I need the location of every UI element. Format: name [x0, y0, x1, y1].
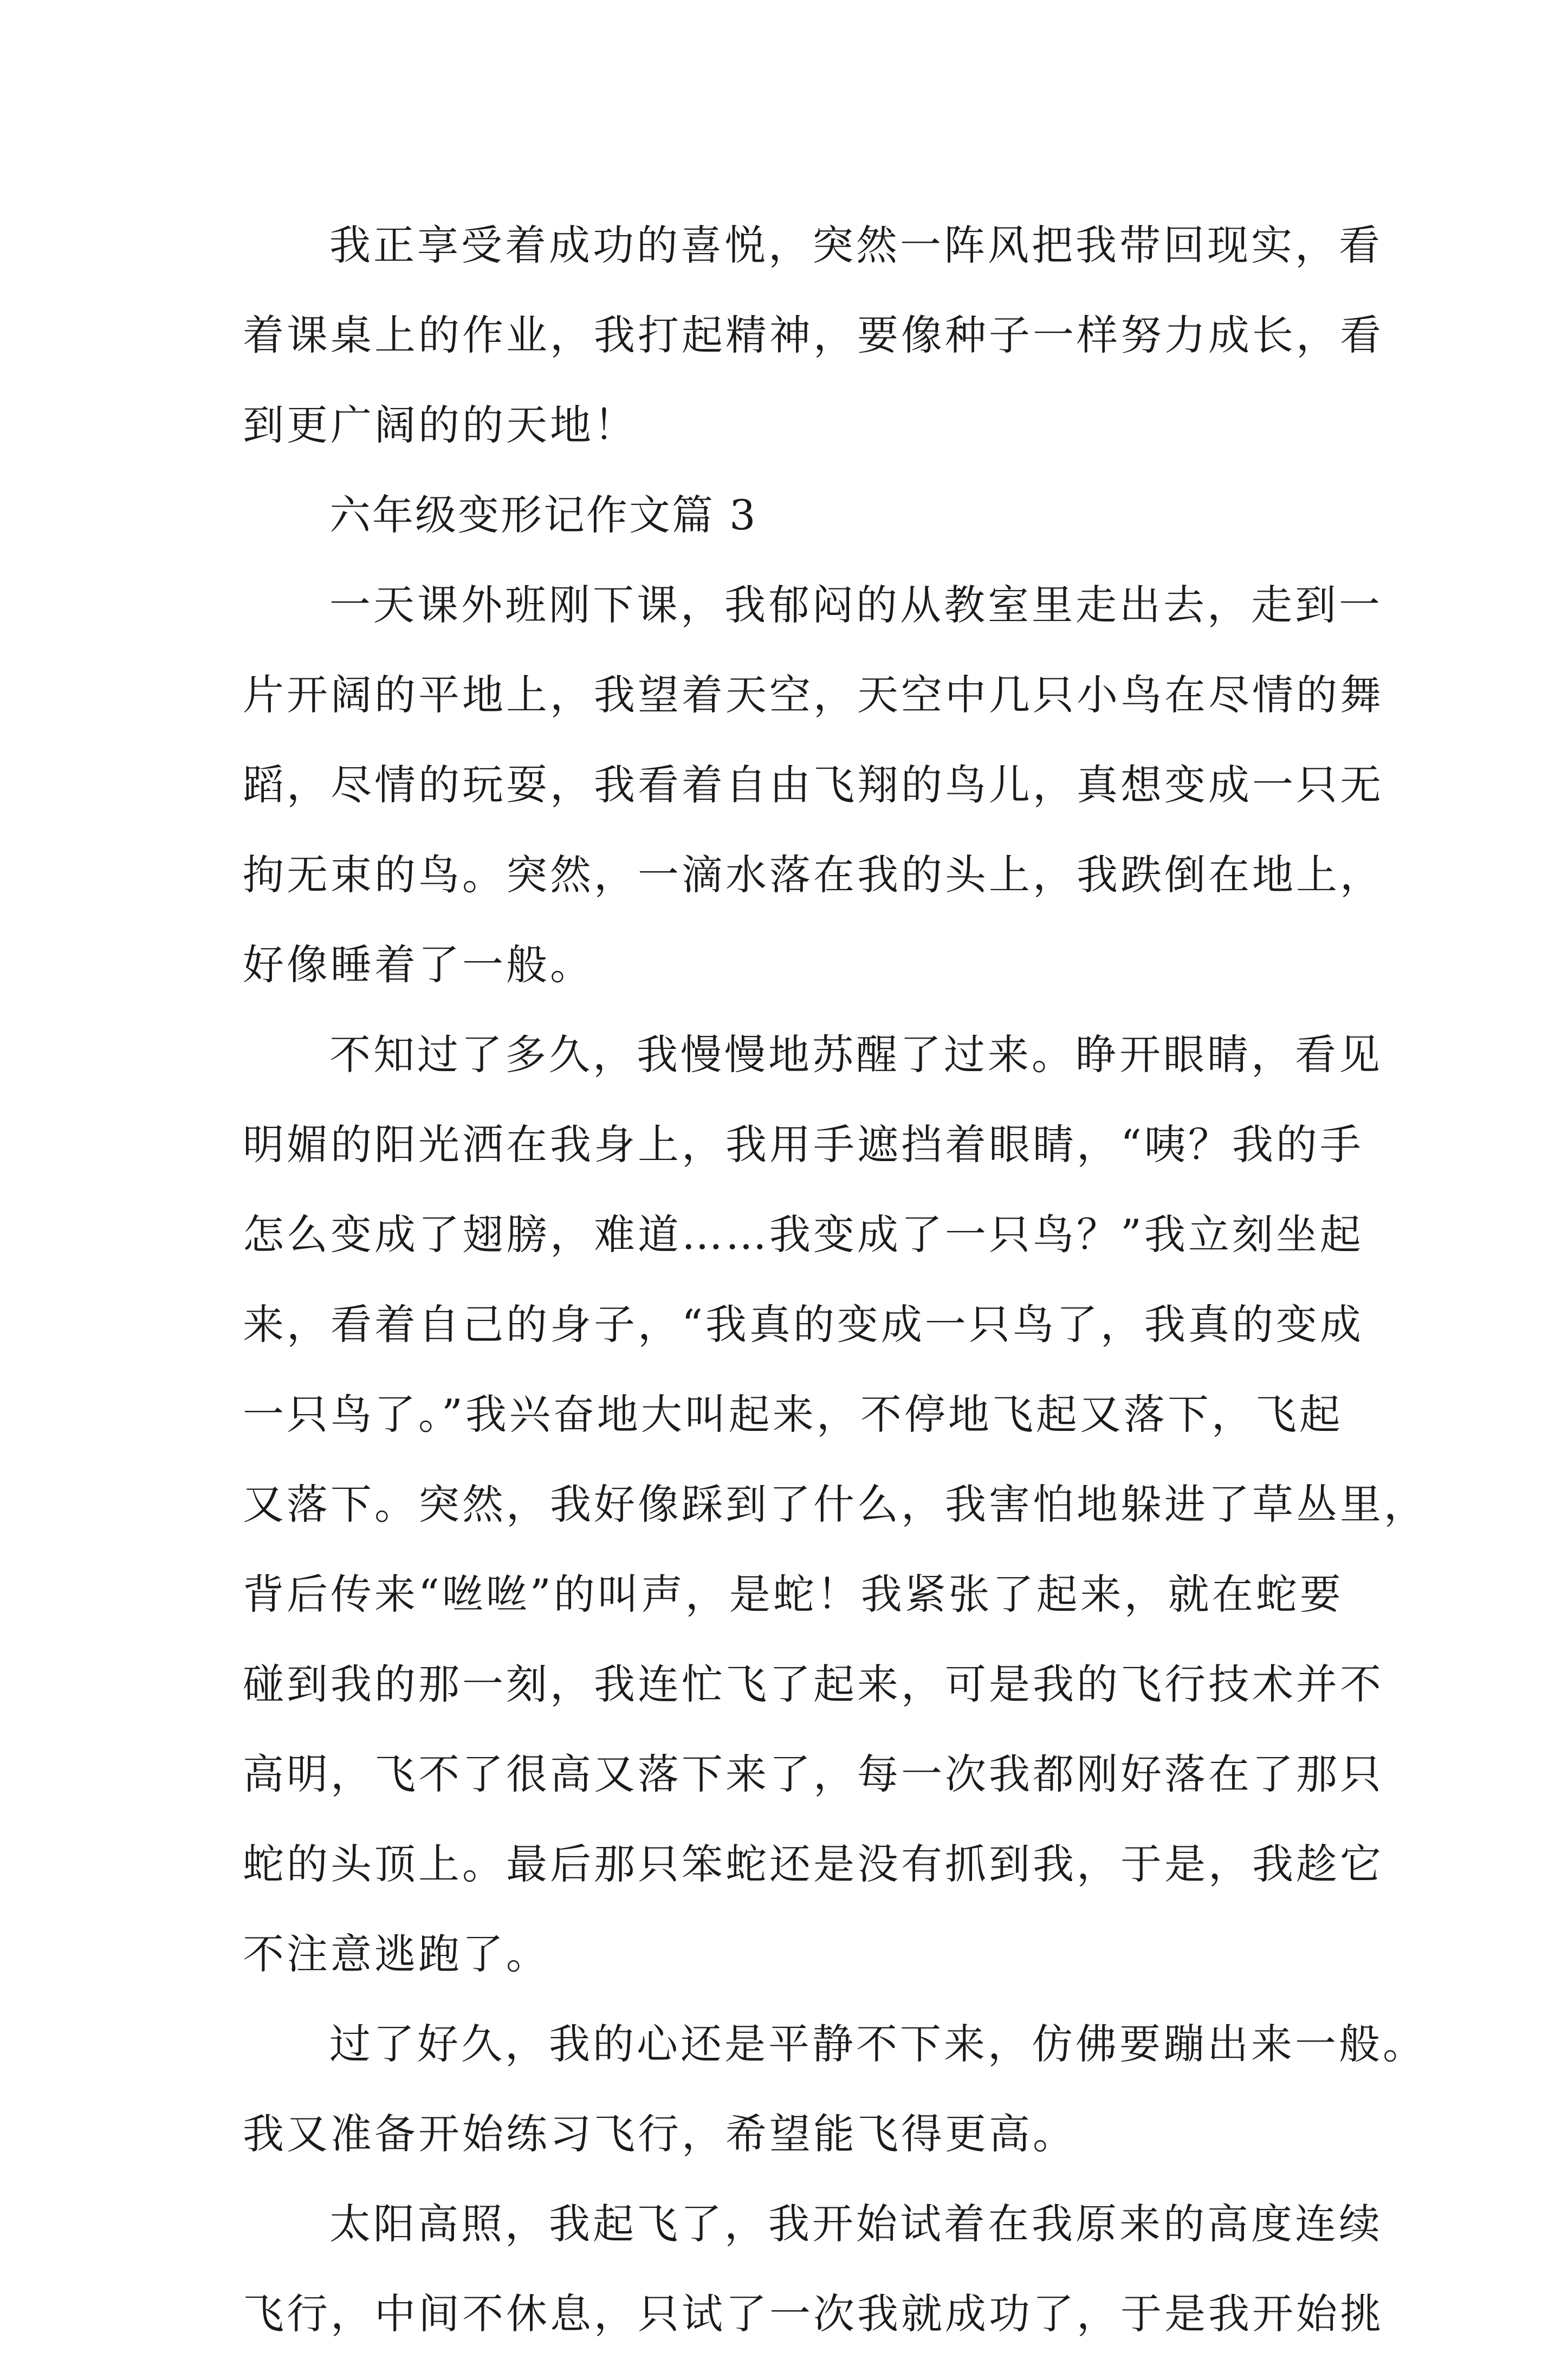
- paragraph-line: 我正享受着成功的喜悦，突然一阵风把我带回现实，看: [329, 221, 1383, 269]
- paragraph-line: 不知过了多久，我慢慢地苏醒了过来。睁开眼睛，看见: [329, 1031, 1383, 1079]
- paragraph-line: 一只鸟了。”我兴奋地大叫起来，不停地飞起又落下，飞起: [243, 1390, 1343, 1438]
- paragraph-line: 高明，飞不了很高又落下来了，每一次我都刚好落在了那只: [243, 1750, 1384, 1798]
- paragraph-line: 碰到我的那一刻，我连忙飞了起来，可是我的飞行技术并不: [243, 1660, 1384, 1708]
- section-heading: 六年级变形记作文篇 3: [329, 491, 757, 539]
- paragraph-line: 蛇的头顶上。最后那只笨蛇还是没有抓到我，于是，我趁它: [243, 1840, 1384, 1888]
- paragraph-line: 蹈，尽情的玩耍，我看着自由飞翔的鸟儿，真想变成一只无: [243, 761, 1384, 809]
- paragraph-line: 拘无束的鸟。突然，一滴水落在我的头上，我跌倒在地上，: [243, 851, 1384, 899]
- paragraph-line: 背后传来“咝咝”的叫声，是蛇！我紧张了起来，就在蛇要: [243, 1570, 1344, 1618]
- paragraph-line: 过了好久，我的心还是平静不下来，仿佛要蹦出来一般。: [329, 2020, 1427, 2068]
- paragraph-line: 片开阔的平地上，我望着天空，天空中几只小鸟在尽情的舞: [243, 671, 1384, 719]
- document-body: [243, 200, 1428, 2359]
- paragraph-line: 我又准备开始练习飞行，希望能飞得更高。: [243, 2110, 1077, 2158]
- paragraph-line: 又落下。突然，我好像踩到了什么，我害怕地躲进了草丛里，: [243, 1480, 1428, 1528]
- paragraph-line: 好像睡着了一般。: [243, 941, 594, 989]
- paragraph-line: 来，看着自己的身子，“我真的变成一只鸟了，我真的变成: [243, 1300, 1364, 1349]
- paragraph-line: 怎么变成了翅膀，难道……我变成了一只鸟？”我立刻坐起: [243, 1210, 1364, 1259]
- paragraph-line: 飞行，中间不休息，只试了一次我就成功了，于是我开始挑: [243, 2290, 1384, 2338]
- paragraph-line: 一天课外班刚下课，我郁闷的从教室里走出去，走到一: [329, 581, 1383, 629]
- paragraph-line: 着课桌上的作业，我打起精神，要像种子一样努力成长，看: [243, 311, 1384, 359]
- paragraph-line: 不注意逃跑了。: [243, 1930, 550, 1978]
- paragraph-line: 明媚的阳光洒在我身上，我用手遮挡着眼睛，“咦？我的手: [243, 1120, 1364, 1169]
- paragraph-line: 太阳高照，我起飞了，我开始试着在我原来的高度连续: [329, 2200, 1383, 2248]
- paragraph-line: 到更广阔的的天地！: [243, 401, 638, 449]
